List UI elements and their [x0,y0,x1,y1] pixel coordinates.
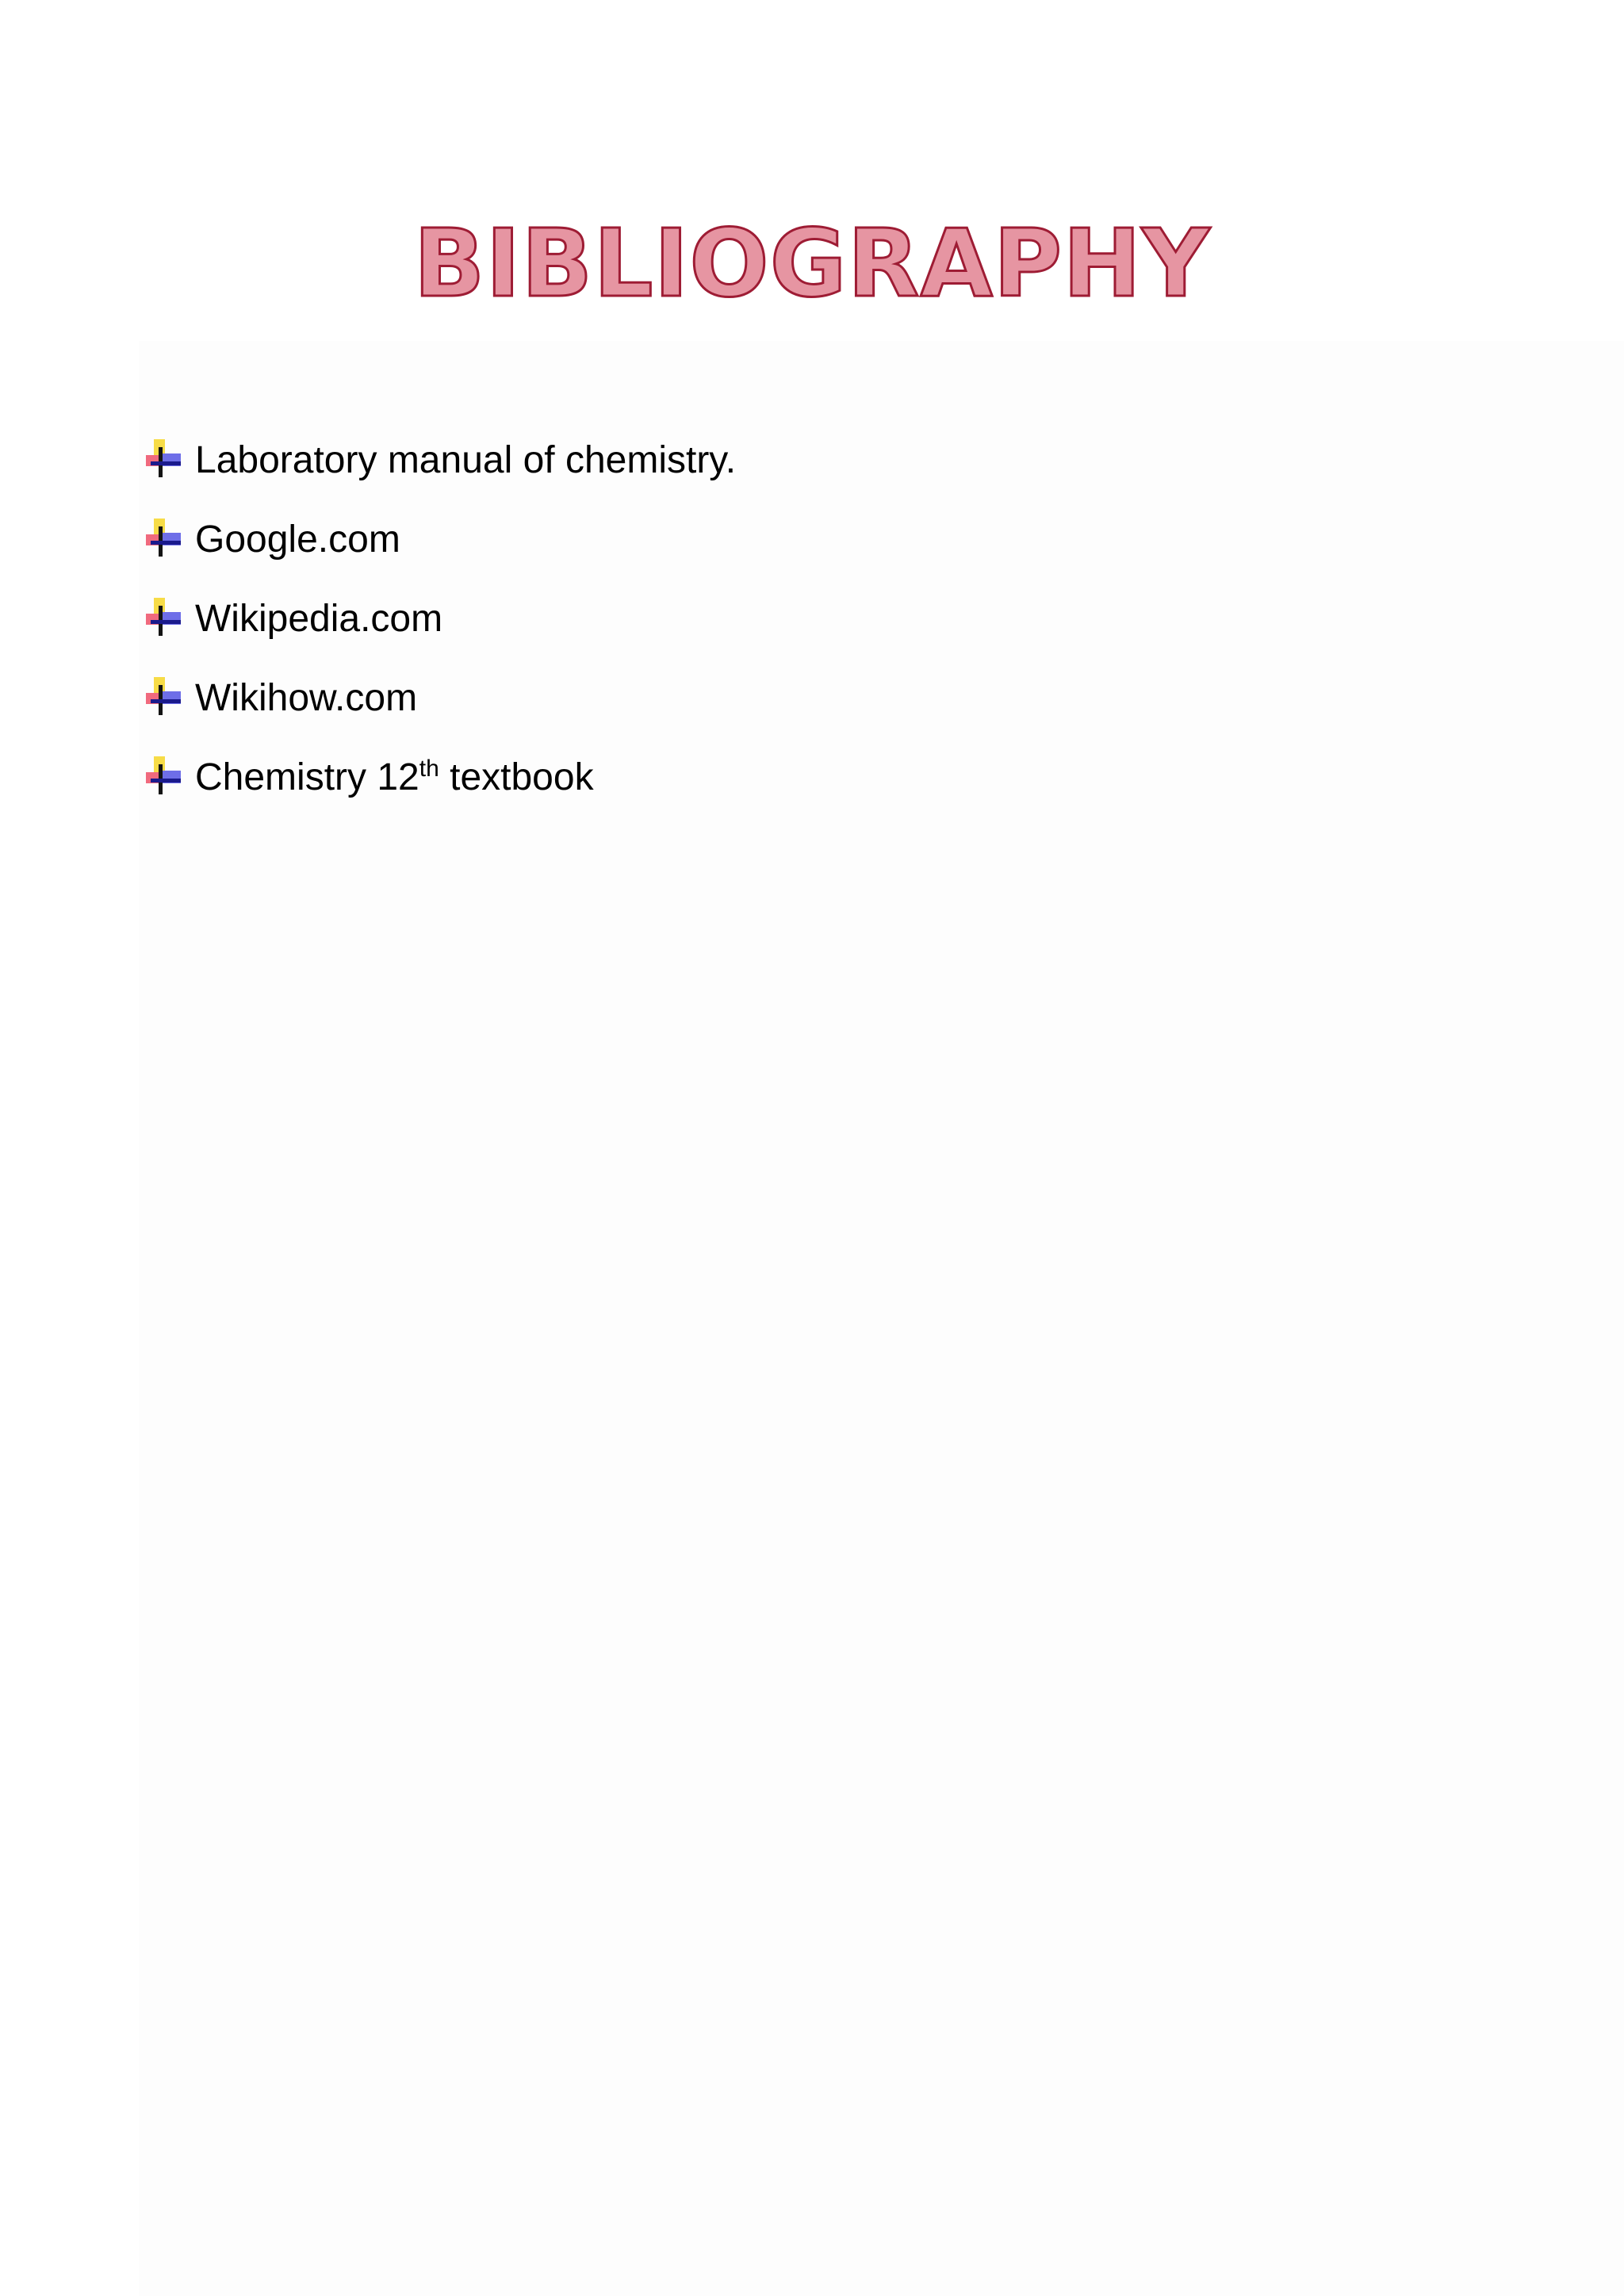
list-item [144,737,736,817]
quad-color-plus-bullet-icon [144,438,184,482]
bibliography-entry: Google.com [195,518,400,561]
page-title: BIBLIOGRAPHY [413,209,1211,318]
quad-color-plus-bullet-icon [144,517,184,561]
quad-color-plus-bullet-icon [144,675,184,720]
entry-text-after: textbook [439,756,594,798]
list-item [144,658,736,737]
list-item [144,499,736,579]
bibliography-entry: Wikipedia.com [195,597,443,640]
entry-superscript: th [419,755,439,782]
quad-color-plus-bullet-icon [144,596,184,641]
bibliography-entry: Wikihow.com [195,676,418,719]
bibliography-list [144,420,736,817]
list-item [144,420,736,499]
bibliography-entry: Laboratory manual of chemistry. [195,438,737,481]
quad-color-plus-bullet-icon [144,755,184,799]
list-item [144,579,736,658]
bibliography-entry [195,756,594,799]
entry-text-before: Chemistry 12 [195,756,419,798]
